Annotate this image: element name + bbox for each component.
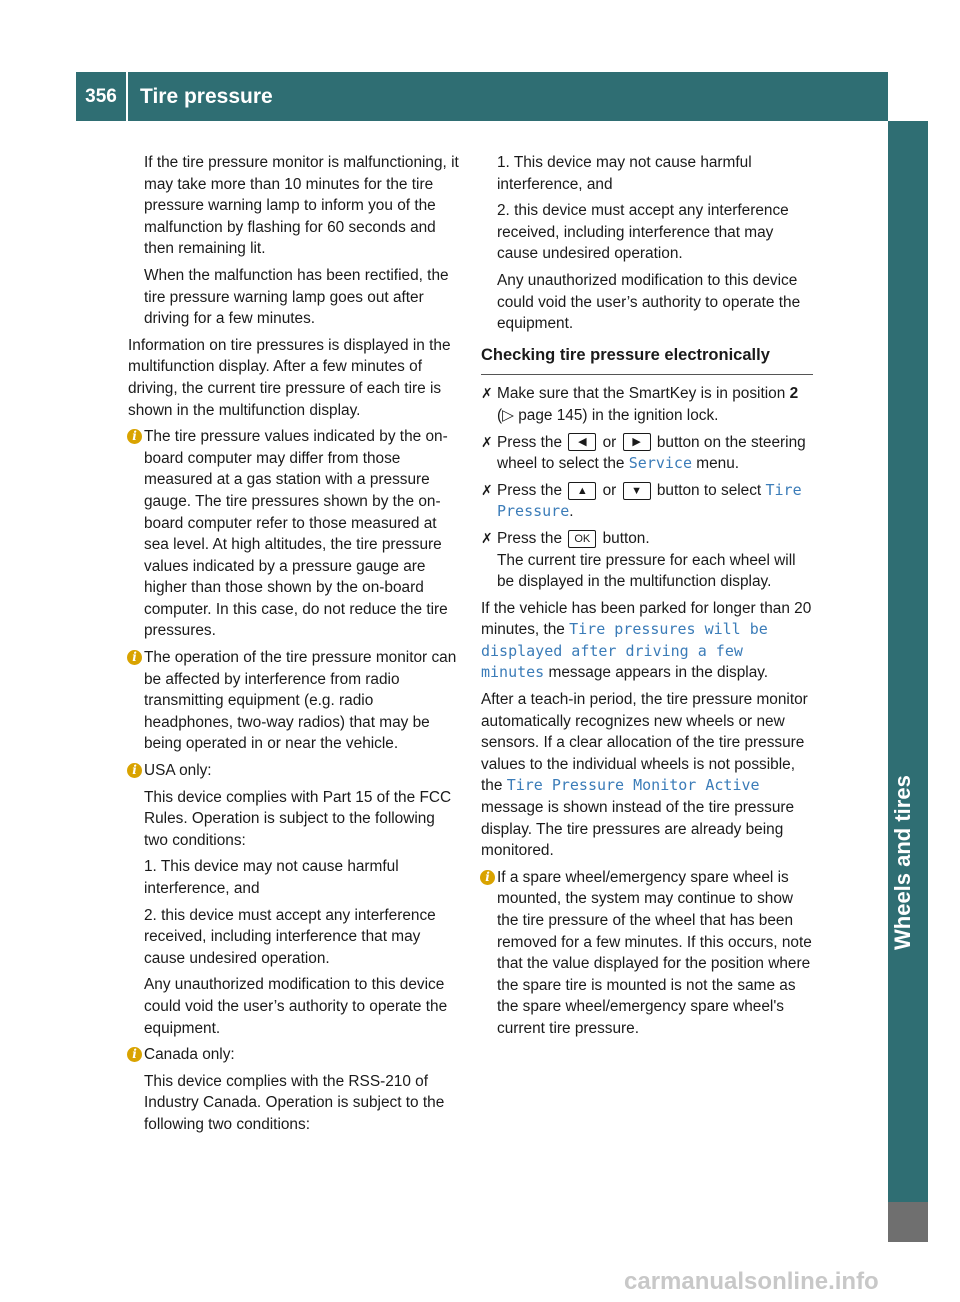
right-column (481, 152, 813, 1045)
page-title: Tire pressure (140, 85, 273, 108)
right-arrow-key-icon: ▶ (623, 433, 651, 451)
info-icon: i (127, 429, 142, 444)
info-note: i If a spare wheel/emergency spare wheel is mounted, the system may continue to show the tire pressure of the wheel that has been removed for a few minutes. If this occurs, note that the value displayed for the position where the spare tire is mounted is not the same as the spare wheel/emergency spare wheel's current tire pressure. (481, 867, 813, 1040)
display-text: Tire Pressure (497, 480, 802, 521)
paragraph: If the tire pressure monitor is malfunctioning, it may take more than 10 minutes for the tire pressure warning lamp to inform you of the malfunction by flashing for 60 seconds and then remaining lit. (144, 154, 459, 258)
info-icon: i (127, 1047, 142, 1062)
info-icon: i (480, 870, 495, 885)
watermark: carmanualsonline.info (624, 1268, 879, 1295)
down-arrow-key-icon: ▼ (623, 482, 651, 500)
step-x-icon: ✗ (481, 385, 493, 402)
side-tab-marker (888, 1202, 928, 1242)
left-column (128, 152, 460, 1141)
info-icon: i (127, 763, 142, 778)
info-note-canada: i Canada only: This device complies with the RSS-210 of Industry Canada. Operation is subject to the following two conditions: (128, 1044, 460, 1135)
step-x-icon: ✗ (481, 481, 493, 498)
step-item: ✗ Make sure that the SmartKey is in position 2 (▷ page 145) in the ignition lock. (481, 385, 799, 424)
paragraph: After a teach-in period, the tire pressure monitor automatically recognizes new wheels or new sensors. If a clear allocation of the tire pressure values to the individual wheels is not possible, the Tire Pressure Monitor Active message is shown instead of the tire pressure display. The tire pressures are already being monitored. (481, 691, 808, 860)
step-x-icon: ✗ (481, 529, 493, 546)
paragraph: 2. this device must accept any interference received, including interference that may cause undesired operation. (497, 202, 789, 263)
left-arrow-key-icon: ◀ (568, 433, 596, 451)
section-heading: Checking tire pressure electronically (481, 345, 813, 376)
step-item: ✗ Press the OK button. The current tire pressure for each wheel will be displayed in the multifunction display. (481, 529, 796, 591)
page-number: 356 (85, 86, 117, 107)
header-divider (126, 72, 128, 121)
paragraph: Any unauthorized modification to this device could void the user’s authority to operate the equipment. (497, 271, 801, 333)
info-note: i The tire pressure values indicated by the on-board computer may differ from those measured at a gas station with a pressure gauge. The tire pressures shown by the on-board computer refer to those measured at sea level. At high altitudes, the tire pressure values indicated by a pressure gauge are higher than those shown by the on-board computer. In this case, do not reduce the tire pressures. (128, 426, 460, 642)
step-x-icon: ✗ (481, 433, 493, 450)
paragraph: Information on tire pressures is displayed in the multifunction display. After a few minutes of driving, the current tire pressure of each tire is shown in the multifunction display. (128, 336, 451, 419)
side-tab-label: Wheels and tires (890, 775, 915, 950)
info-icon: i (127, 650, 142, 665)
paragraph: 1. This device may not cause harmful interference, and (497, 154, 752, 193)
step-item: ✗ Press the ▲ or ▼ button to select Tire Pressure. (481, 480, 802, 521)
step-item: ✗ Press the ◀ or ▶ button on the steering wheel to select the Service menu. (481, 433, 806, 473)
paragraph: If the vehicle has been parked for longer than 20 minutes, the Tire pressures will be displayed after driving a few minutes message appears in the display. (481, 599, 812, 682)
display-text: Tire Pressure Monitor Active (506, 776, 760, 795)
display-text: Service (628, 454, 692, 473)
display-text: Tire pressures will be displayed after driving a few minutes (481, 620, 768, 682)
ok-key-icon: OK (568, 530, 596, 548)
up-arrow-key-icon: ▲ (568, 482, 596, 500)
paragraph: When the malfunction has been rectified, the tire pressure warning lamp goes out after driving for a few minutes. (144, 266, 449, 328)
info-note: i The operation of the tire pressure monitor can be affected by interference from radio transmitting equipment (e.g. radio headphones, two-way radios) that may be being operated in or near the vehicle. (128, 647, 460, 755)
side-tab-bar (888, 121, 928, 1202)
info-note-usa: i USA only: This device complies with Part 15 of the FCC Rules. Operation is subject to the following two conditions: 1. This device may not cause harmful interference, and 2. this device must accept any interference received, including interference that may cause undesired operation. Any unauthorized modification to this device could void the user’s authority to operate the equipment. (128, 760, 460, 1039)
